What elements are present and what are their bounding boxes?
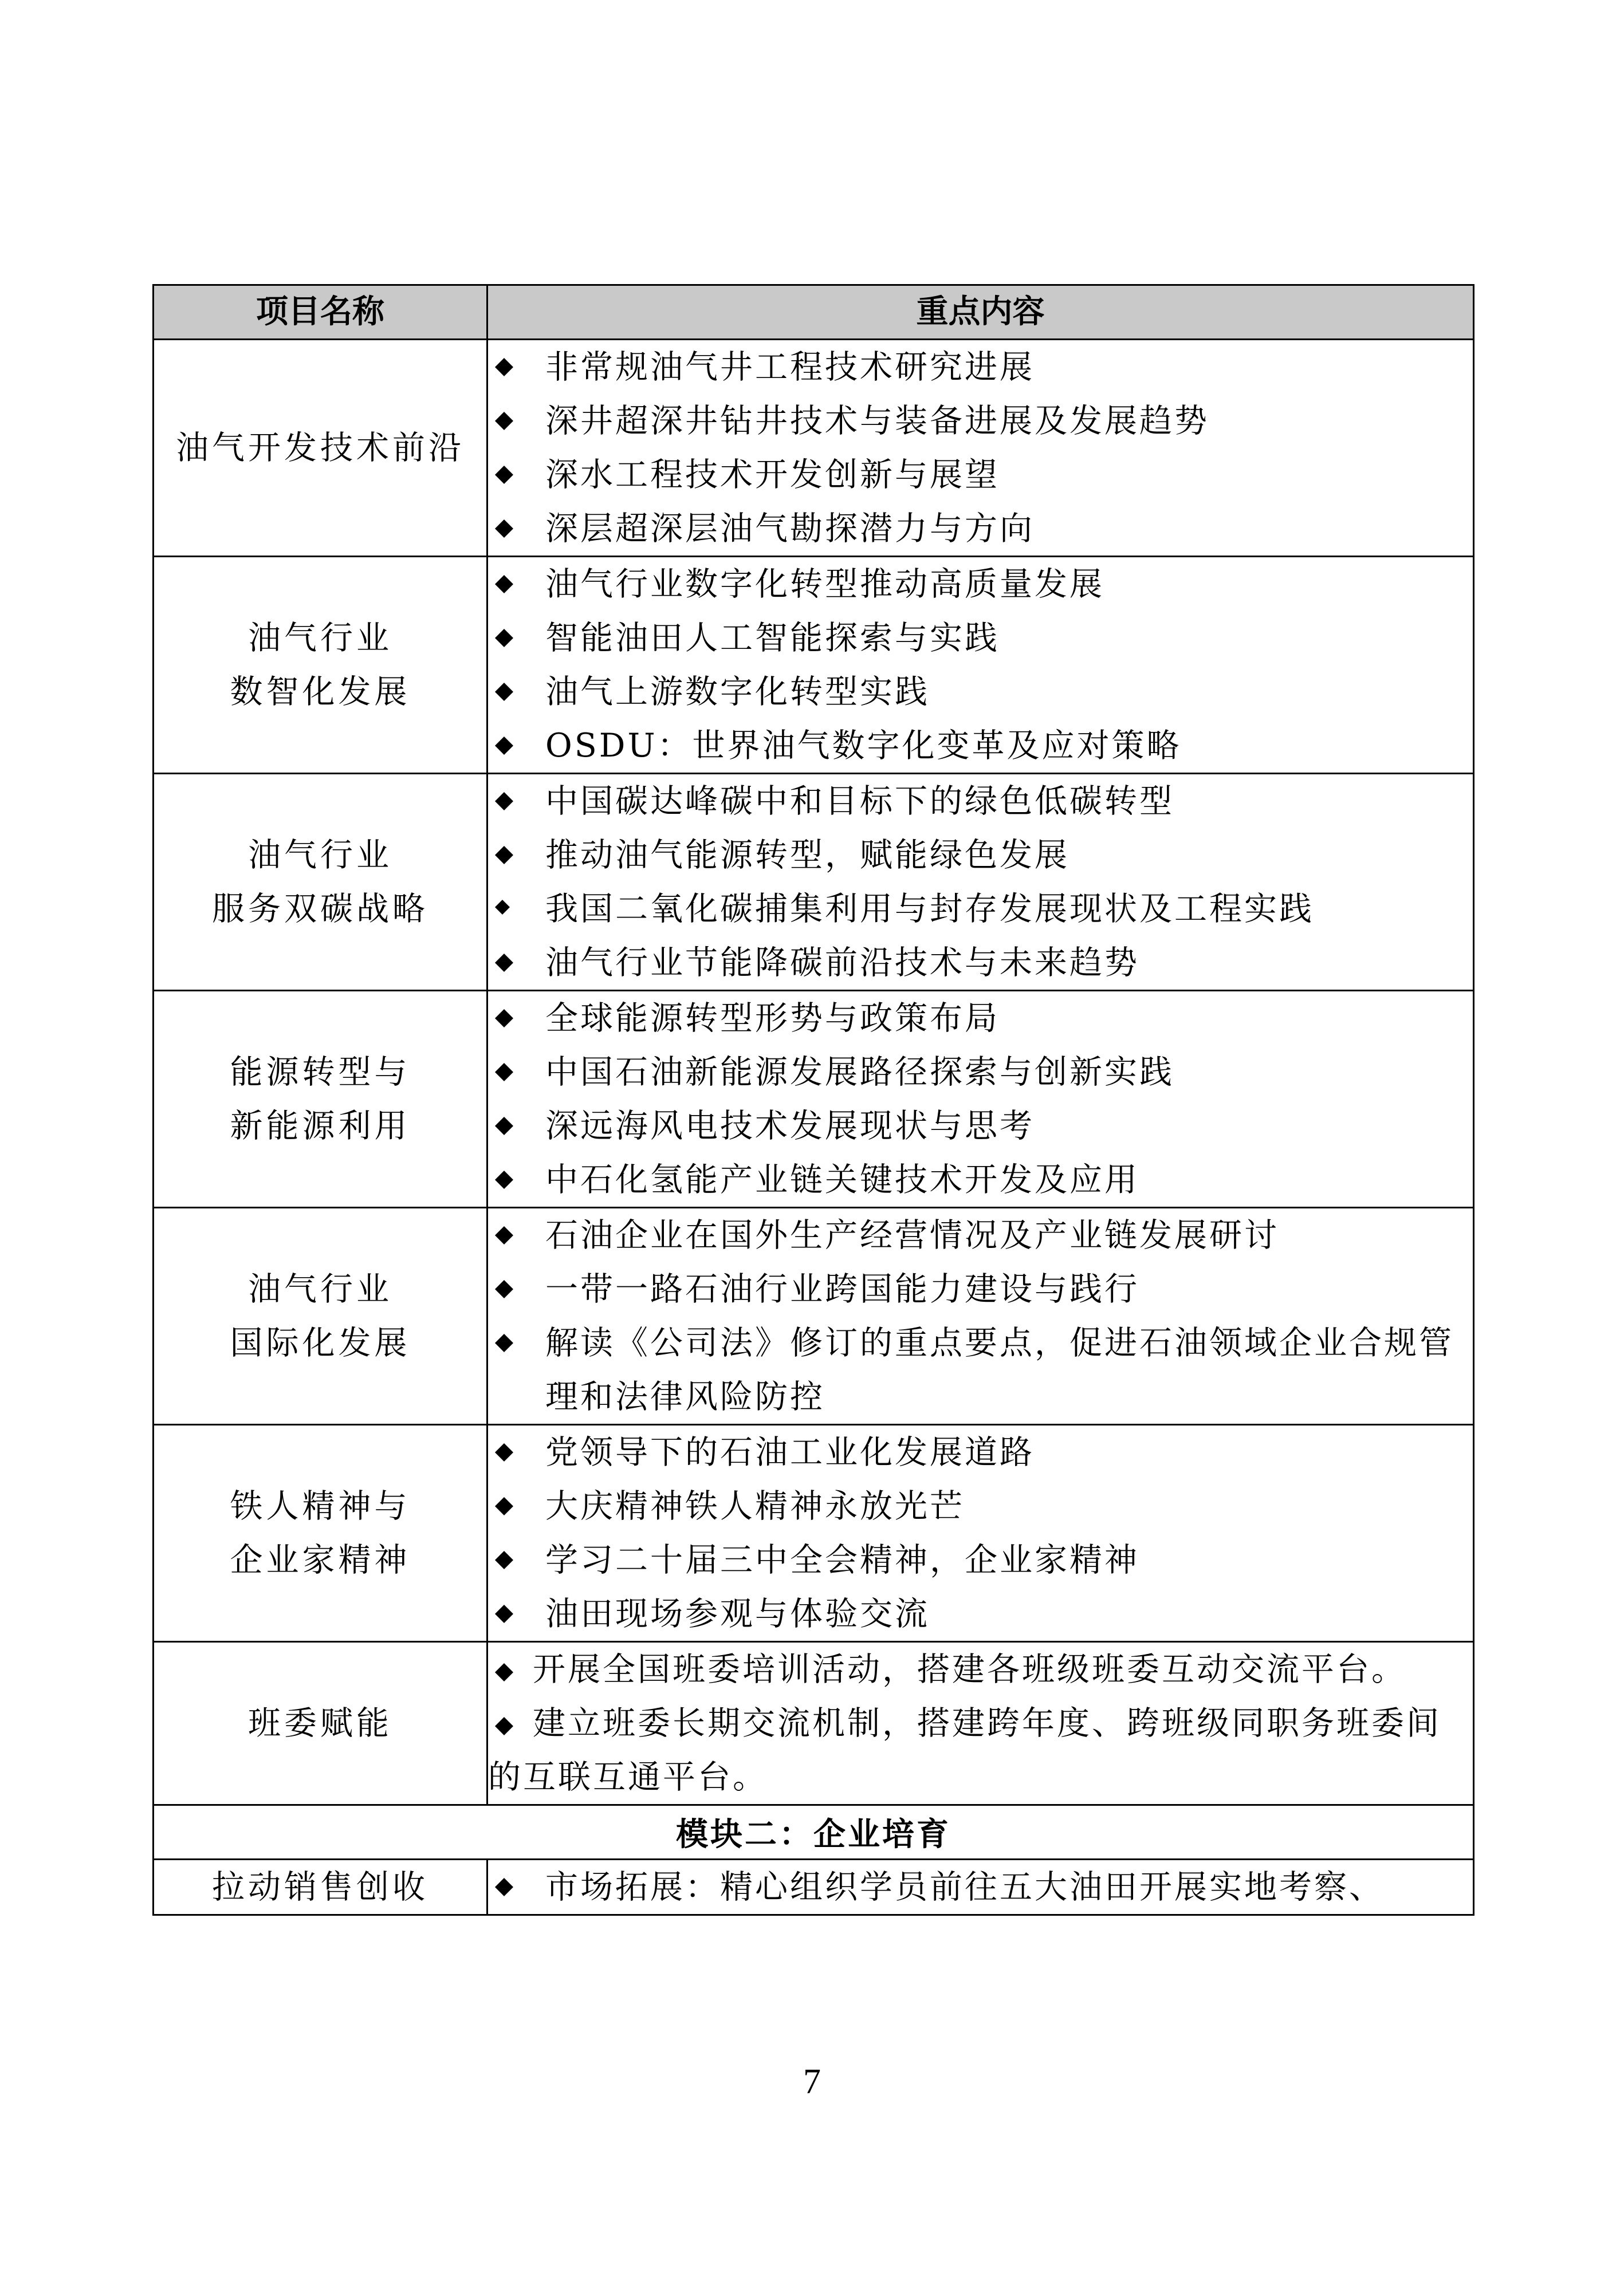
diamond-bullet-icon bbox=[495, 1497, 513, 1515]
list-item bbox=[488, 1533, 1473, 1587]
table-row bbox=[154, 1860, 1474, 1915]
list-item-text: 学习二十届三中全会精神，企业家精神 bbox=[545, 1541, 1139, 1579]
module-title: 模块二：企业培育 bbox=[154, 1805, 1474, 1860]
list-item bbox=[488, 557, 1473, 611]
list-item bbox=[488, 1860, 1473, 1914]
list-item-text: 中石化氢能产业链关键技术开发及应用 bbox=[545, 1161, 1139, 1199]
project-name-line: 新能源利用 bbox=[230, 1107, 411, 1145]
list-item-text: 市场拓展：精心组织学员前往五大油田开展实地考察、 bbox=[545, 1868, 1384, 1906]
diamond-bullet-icon bbox=[495, 1698, 513, 1716]
diamond-bullet-icon bbox=[495, 629, 513, 647]
list-item-text: 深远海风电技术发展现状与思考 bbox=[545, 1107, 1035, 1145]
list-item bbox=[488, 1479, 1473, 1533]
project-name-line: 服务双碳战略 bbox=[212, 890, 428, 928]
project-name-cell bbox=[154, 340, 487, 557]
diamond-bullet-icon bbox=[495, 900, 513, 918]
content-list bbox=[488, 1860, 1473, 1914]
project-name-cell bbox=[154, 1208, 487, 1425]
diamond-bullet-icon bbox=[495, 954, 513, 972]
list-item bbox=[488, 936, 1473, 990]
diamond-bullet-icon bbox=[495, 1605, 513, 1623]
list-item-text: 油气行业节能降碳前沿技术与未来趋势 bbox=[545, 944, 1139, 982]
diamond-bullet-icon bbox=[495, 737, 513, 755]
project-name-cell bbox=[154, 1860, 487, 1915]
content-list bbox=[488, 340, 1473, 556]
list-item-text: 中国石油新能源发展路径探索与创新实践 bbox=[545, 1053, 1174, 1091]
list-item bbox=[488, 882, 1473, 936]
list-item-text: 我国二氧化碳捕集利用与封存发展现状及工程实践 bbox=[545, 890, 1314, 928]
content-cell bbox=[487, 1208, 1474, 1425]
list-item-text: 中国碳达峰碳中和目标下的绿色低碳转型 bbox=[545, 782, 1174, 820]
list-item bbox=[488, 340, 1473, 394]
project-name-line: 油气行业 bbox=[248, 836, 392, 874]
table-row bbox=[154, 557, 1474, 774]
content-cell bbox=[487, 991, 1474, 1208]
list-item bbox=[488, 774, 1473, 828]
list-item bbox=[488, 448, 1473, 502]
diamond-bullet-icon bbox=[495, 358, 513, 376]
list-item-text: 智能油田人工智能探索与实践 bbox=[545, 619, 1000, 657]
table-row bbox=[154, 340, 1474, 557]
list-item bbox=[488, 1316, 1473, 1424]
list-item-text: 油田现场参观与体验交流 bbox=[545, 1595, 930, 1633]
diamond-bullet-icon bbox=[495, 1644, 513, 1662]
diamond-bullet-icon bbox=[495, 1117, 513, 1135]
diamond-bullet-icon bbox=[495, 1171, 513, 1189]
list-item bbox=[488, 502, 1473, 556]
diamond-bullet-icon bbox=[495, 1443, 513, 1462]
content-cell bbox=[487, 1425, 1474, 1642]
content-cell bbox=[487, 557, 1474, 774]
list-item bbox=[488, 1425, 1473, 1479]
list-item-text: 党领导下的石油工业化发展道路 bbox=[545, 1433, 1035, 1471]
list-item-text: 非常规油气井工程技术研究进展 bbox=[545, 348, 1035, 386]
list-item bbox=[488, 1208, 1473, 1262]
table-row bbox=[154, 1642, 1474, 1805]
header-key-content: 重点内容 bbox=[487, 285, 1474, 340]
list-item-text: 深水工程技术开发创新与展望 bbox=[545, 456, 1000, 494]
content-list bbox=[488, 774, 1473, 990]
diamond-bullet-icon bbox=[495, 683, 513, 701]
diamond-bullet-icon bbox=[495, 575, 513, 593]
paragraph-item bbox=[488, 1643, 1473, 1696]
table-row bbox=[154, 1425, 1474, 1642]
content-cell bbox=[487, 340, 1474, 557]
project-name-line: 班委赋能 bbox=[248, 1704, 392, 1742]
content-list bbox=[488, 1425, 1473, 1641]
list-item-text: 深井超深井钻井技术与装备进展及发展趋势 bbox=[545, 402, 1209, 440]
table-row bbox=[154, 991, 1474, 1208]
content-cell bbox=[487, 1860, 1474, 1915]
diamond-bullet-icon bbox=[495, 1334, 513, 1352]
list-item bbox=[488, 991, 1473, 1045]
page-number: 7 bbox=[803, 2062, 821, 2101]
paragraph-text: 开展全国班委培训活动，搭建各班级班委互动交流平台。 bbox=[533, 1651, 1406, 1688]
diamond-bullet-icon bbox=[495, 1226, 513, 1245]
content-cell bbox=[487, 774, 1474, 991]
list-item-text: 油气上游数字化转型实践 bbox=[545, 673, 930, 711]
list-item-text: OSDU：世界油气数字化变革及应对策略 bbox=[545, 727, 1182, 765]
list-item-text: 一带一路石油行业跨国能力建设与践行 bbox=[545, 1270, 1139, 1308]
list-item-text: 推动油气能源转型，赋能绿色发展 bbox=[545, 836, 1069, 874]
list-item bbox=[488, 1262, 1473, 1316]
project-name-line: 国际化发展 bbox=[230, 1324, 411, 1362]
list-item bbox=[488, 665, 1473, 719]
diamond-bullet-icon bbox=[495, 1009, 513, 1027]
project-name-cell bbox=[154, 774, 487, 991]
list-item-text: 解读《公司法》修订的重点要点，促进石油领域企业合规管理和法律风险防控 bbox=[545, 1324, 1454, 1416]
diamond-bullet-icon bbox=[495, 792, 513, 810]
diamond-bullet-icon bbox=[495, 519, 513, 538]
list-item bbox=[488, 1587, 1473, 1641]
list-item bbox=[488, 828, 1473, 882]
paragraph-item bbox=[488, 1696, 1473, 1804]
table-row bbox=[154, 1208, 1474, 1425]
diamond-bullet-icon bbox=[495, 466, 513, 484]
project-name-line: 油气行业 bbox=[248, 619, 392, 657]
project-name-line: 数智化发展 bbox=[230, 673, 411, 711]
table-header-row bbox=[154, 285, 1474, 340]
project-name-line: 能源转型与 bbox=[230, 1053, 411, 1091]
table-row bbox=[154, 774, 1474, 991]
diamond-bullet-icon bbox=[495, 1063, 513, 1081]
diamond-bullet-icon bbox=[495, 1551, 513, 1569]
project-name-cell bbox=[154, 991, 487, 1208]
list-item bbox=[488, 611, 1473, 665]
project-name-cell bbox=[154, 557, 487, 774]
diamond-bullet-icon bbox=[495, 1878, 513, 1896]
diamond-bullet-icon bbox=[495, 412, 513, 430]
module-title-row bbox=[154, 1805, 1474, 1860]
content-list bbox=[488, 557, 1473, 773]
list-item bbox=[488, 1153, 1473, 1207]
list-item-text: 深层超深层油气勘探潜力与方向 bbox=[545, 510, 1035, 548]
list-item-text: 大庆精神铁人精神永放光芒 bbox=[545, 1487, 965, 1525]
project-name-line: 企业家精神 bbox=[230, 1541, 411, 1579]
content-list bbox=[488, 991, 1473, 1207]
list-item bbox=[488, 1045, 1473, 1099]
project-name-line: 油气行业 bbox=[248, 1270, 392, 1308]
project-name-line: 铁人精神与 bbox=[230, 1487, 411, 1525]
list-item bbox=[488, 1099, 1473, 1153]
project-name-line: 油气开发技术前沿 bbox=[176, 429, 465, 467]
list-item bbox=[488, 394, 1473, 448]
list-item-text: 全球能源转型形势与政策布局 bbox=[545, 999, 1000, 1037]
content-cell bbox=[487, 1642, 1474, 1805]
curriculum-table bbox=[152, 284, 1474, 1916]
project-name-cell bbox=[154, 1425, 487, 1642]
project-name-line: 拉动销售创收 bbox=[212, 1868, 428, 1906]
diamond-bullet-icon bbox=[495, 1280, 513, 1298]
list-item-text: 石油企业在国外生产经营情况及产业链发展研讨 bbox=[545, 1216, 1279, 1254]
paragraph-text: 建立班委长期交流机制，搭建跨年度、跨班级同职务班委间的互联互通平台。 bbox=[488, 1704, 1441, 1796]
list-item bbox=[488, 719, 1473, 773]
diamond-bullet-icon bbox=[495, 846, 513, 864]
project-name-cell bbox=[154, 1642, 487, 1805]
content-list bbox=[488, 1208, 1473, 1424]
header-project-name: 项目名称 bbox=[154, 285, 487, 340]
list-item-text: 油气行业数字化转型推动高质量发展 bbox=[545, 565, 1104, 603]
